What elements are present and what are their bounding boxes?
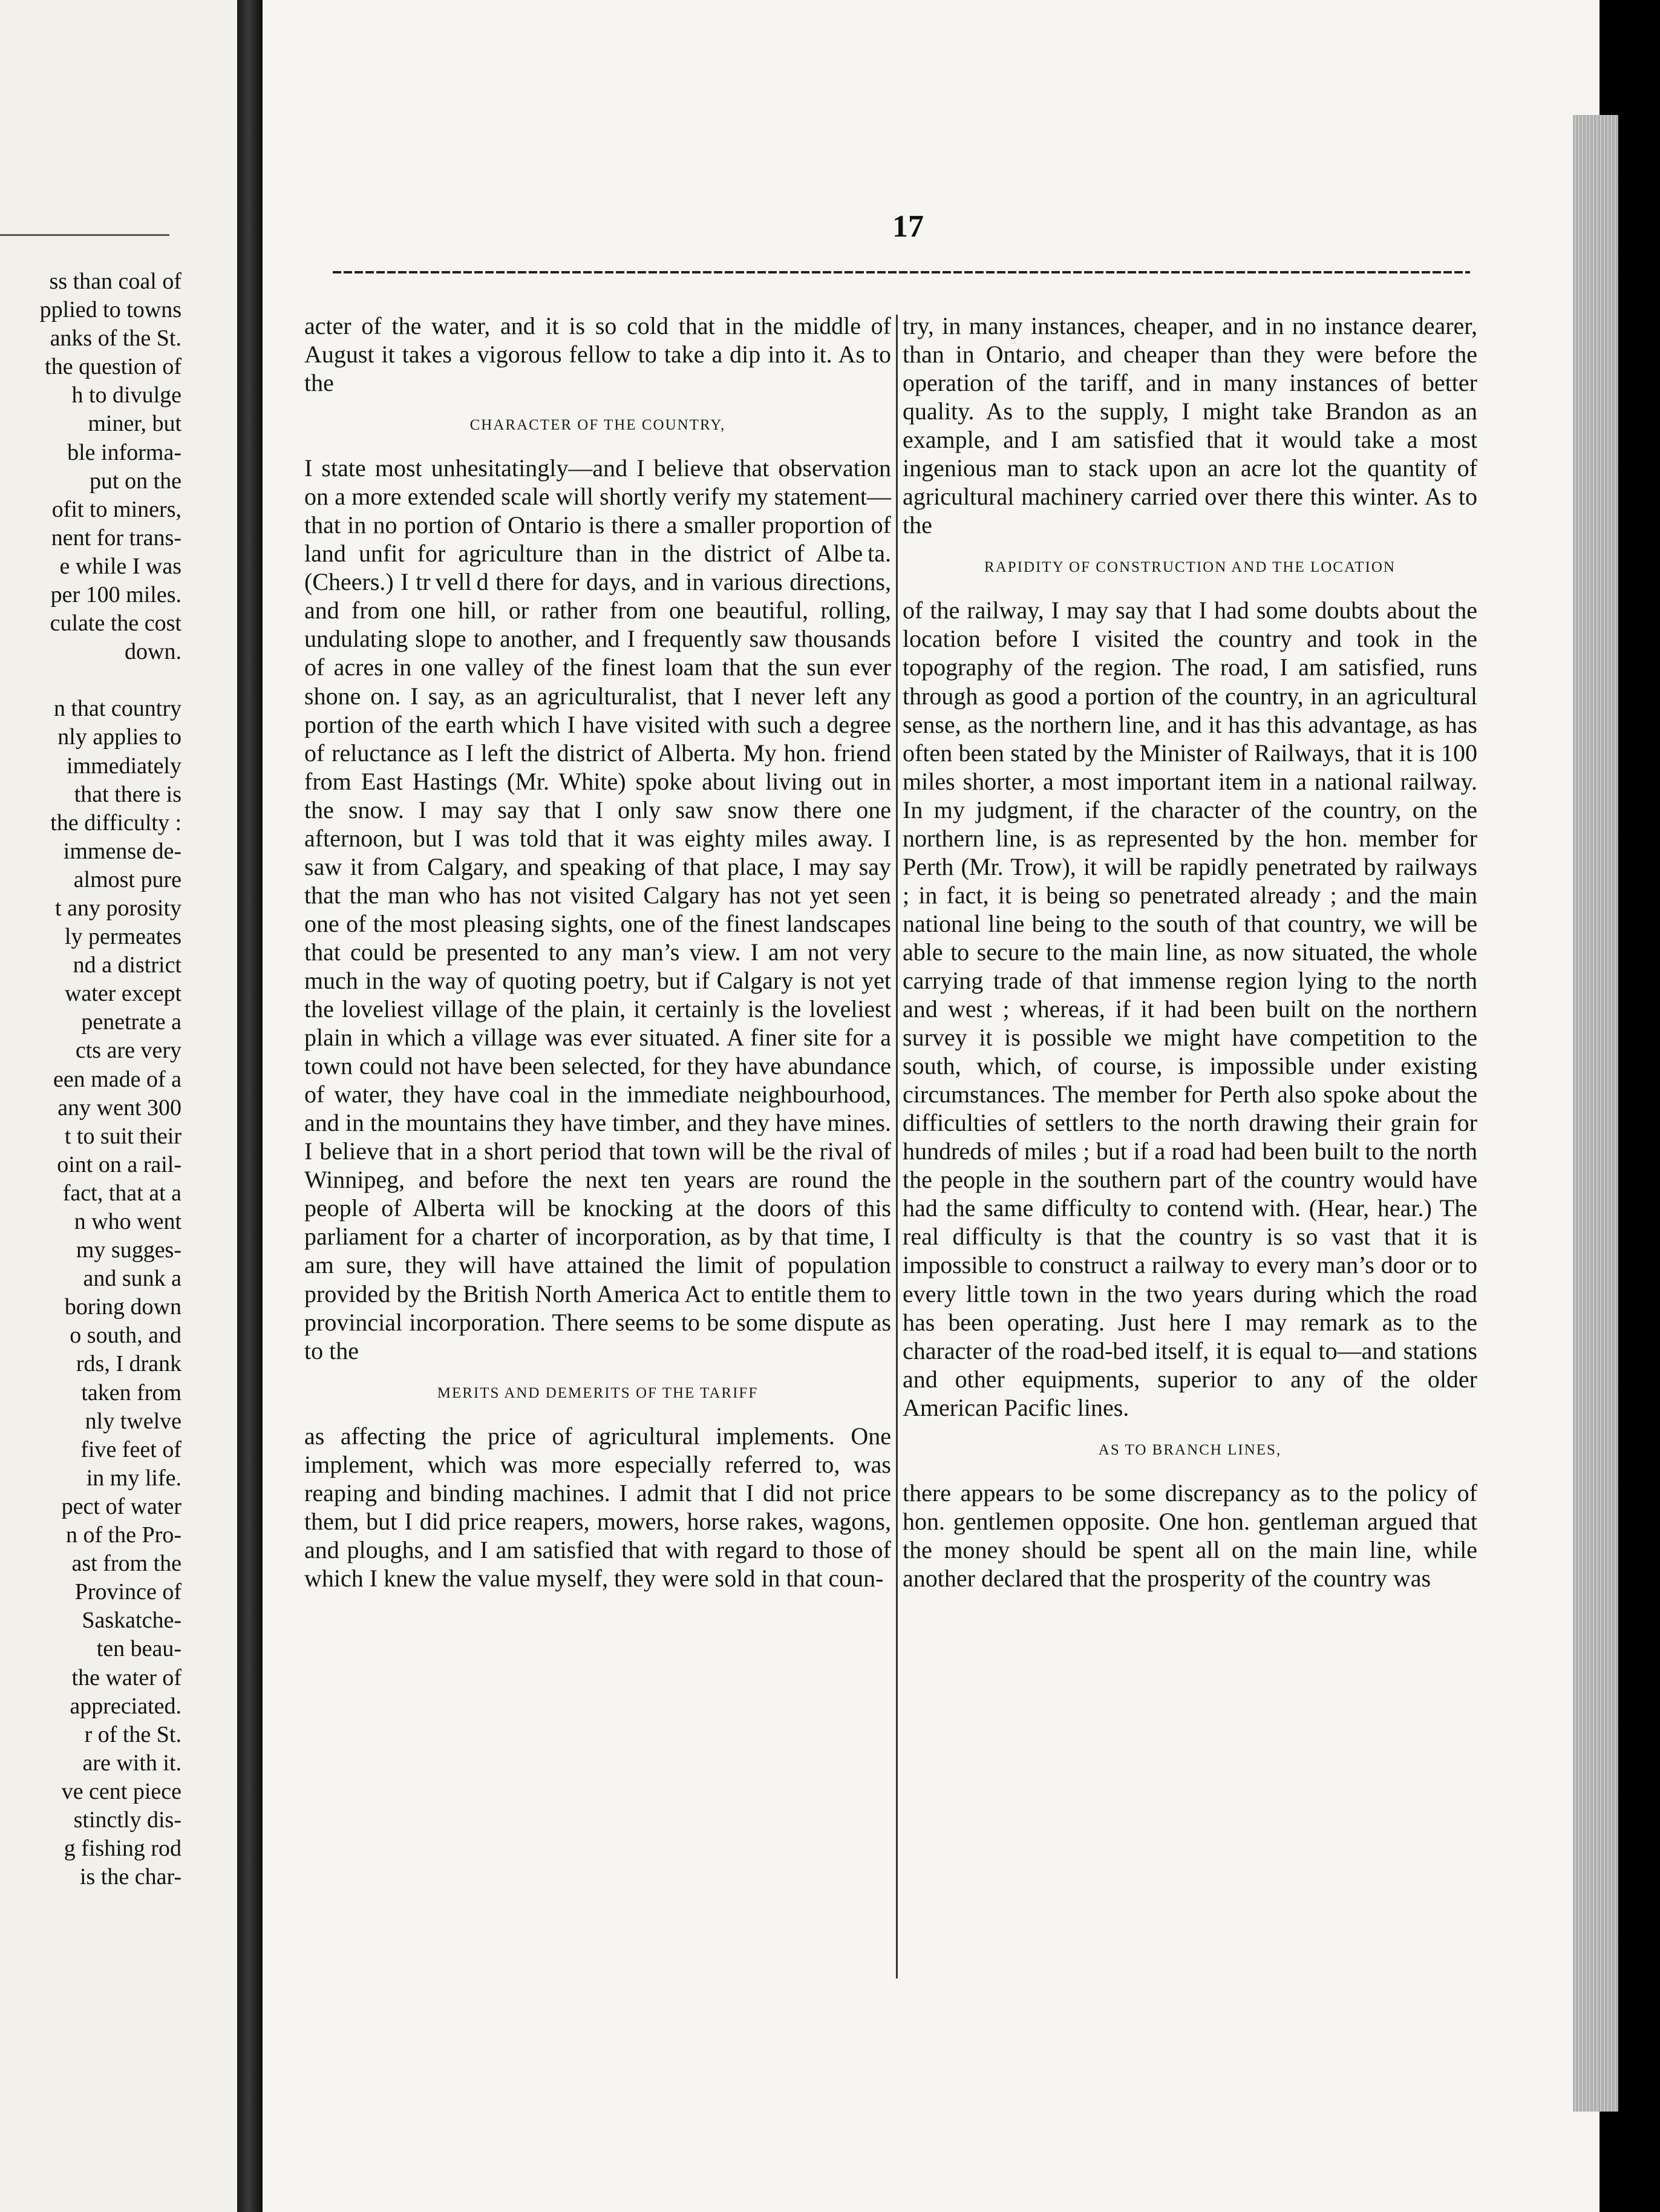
facing-page-line: ofit to miners, <box>51 496 181 522</box>
section-heading: CHARACTER OF THE COUNTRY, <box>469 417 726 434</box>
facing-page-line: down. <box>125 639 181 665</box>
facing-page-line: Province of <box>74 1579 181 1605</box>
facing-page-rule <box>0 234 169 236</box>
facing-page-line: are with it. <box>82 1750 181 1776</box>
facing-page-line: culate the cost <box>50 610 181 636</box>
facing-page-line: that there is <box>74 781 181 807</box>
facing-page-line: t to suit their <box>64 1123 181 1149</box>
facing-page-line: the question of <box>45 354 181 380</box>
paragraph: there appears to be some discrepancy as to the policy of hon. gentlemen opposite. One hon. gentleman argued that the money should be spent all on the main line, while another declared that the prosperity of the country was <box>903 1479 1477 1592</box>
facing-page-line: miner, but <box>88 411 181 437</box>
column-divider <box>896 315 898 1978</box>
facing-page-line: taken from <box>81 1379 181 1405</box>
book-spine <box>237 0 263 2212</box>
paragraph: acter of the water, and it is so cold that in the middle of August it takes a vigorous fellow to take a dip into it. As to the <box>304 312 891 397</box>
facing-page-line: rds, I drank <box>76 1351 181 1377</box>
facing-page-line: cts are very <box>75 1038 181 1064</box>
paragraph: as affecting the price of agricultural implements. One implement, which was more especially referred to, was reaping and binding machines. I admit that I did not price them, but I did price reapers, mowers, horse rakes, wagons, and ploughs, and I am satisfied that with regard to those of which I knew the value myself, they were sold in that coun- <box>304 1422 891 1592</box>
facing-page-line: anks of the St. <box>50 326 181 352</box>
facing-page-text <box>0 267 181 1891</box>
facing-page-line: nly applies to <box>57 724 181 750</box>
facing-page-line: n that country <box>53 696 181 722</box>
page-edges <box>1573 115 1618 2112</box>
facing-page-line: oint on a rail- <box>57 1151 181 1177</box>
section-heading: MERITS AND DEMERITS OF THE TARIFF <box>437 1384 759 1401</box>
facing-page-line: ast from the <box>71 1551 181 1577</box>
facing-page-line: appreciated. <box>70 1693 181 1719</box>
facing-page-line: t any porosity <box>55 895 181 921</box>
facing-page-line: any went 300 <box>57 1095 181 1121</box>
facing-page-line: e while I was <box>59 553 181 579</box>
facing-page-line: the water of <box>71 1664 181 1690</box>
page-number: 17 <box>892 209 924 244</box>
facing-page-line: een made of a <box>53 1066 181 1092</box>
facing-page-line: almost pure <box>73 866 181 892</box>
facing-page-line: ten beau- <box>96 1636 181 1662</box>
facing-page-line: my sugges- <box>76 1237 181 1263</box>
facing-page-line: per 100 miles. <box>50 582 181 608</box>
facing-page-line: Saskatche- <box>82 1608 181 1634</box>
facing-page-line: nent for trans- <box>51 525 181 551</box>
paragraph: try, in many instances, cheaper, and in no instance dearer, than in Ontario, and cheaper than they were before the operation of the tariff, and in many instances of better quality. As to the supply, I might take Brandon as an example, and I am satisfied that it would take a most ingenious man to stack upon an acre lot the quantity of agricultural machinery carried over there this winter. As to the <box>903 312 1477 539</box>
facing-page <box>0 0 237 2212</box>
facing-page-line: ss than coal of <box>49 269 181 294</box>
facing-page-line: put on the <box>90 468 181 494</box>
column-left <box>304 312 891 1592</box>
facing-page-line: n who went <box>74 1209 181 1234</box>
facing-page-line: h to divulge <box>71 382 181 408</box>
section-heading: RAPIDITY OF CONSTRUCTION AND THE LOCATION <box>984 559 1396 576</box>
facing-page-line: and sunk a <box>83 1266 181 1292</box>
facing-page-line: pect of water <box>61 1493 181 1519</box>
facing-page-line: is the char- <box>79 1864 181 1890</box>
facing-page-line: fact, that at a <box>62 1180 181 1206</box>
facing-page-line: immediately <box>67 753 181 779</box>
facing-page-line: r of the St. <box>84 1721 181 1747</box>
paragraph: of the railway, I may say that I had some doubts about the location before I visited the country and took in the topography of the region. The road, I am satisfied, runs through as good a portion of the country, in an agricultural sense, as the northern line, and it has this advantage, as has often been stated by the Minister of Railways, that it is 100 miles shorter, a most important item in a national railway. In my judgment, if the character of the country, on the northern line, is as represented by the hon. member for Perth (Mr. Trow), it will be rapidly penetrated by railways ; in fact, it is being so penetrated already ; and the main national line being to the south of that country, we will be able to secure to the main line, as now situated, the whole carrying trade of that immense region lying to the north and west ; whereas, if it had been built on the northern survey it is possible we might have competition to the south, which, of course, is impossible under existing circumstances. The member for Perth also spoke about the difficulties of settlers to the north drawing their grain for hundreds of miles ; but if a road had been built to the north the people in the southern part of the country would have had the same difficulty to contend with. (Hear, hear.) The real difficulty is that the country is so vast that it is impossible to construct a railway to every man’s door or to every little town in the two years during which the road has been operating. Just here I may remark as to the character of the road-bed itself, it is equal to—and stations and other equipments, superior to any of the older American Pacific lines. <box>903 597 1477 1421</box>
facing-page-line: ly permeates <box>64 924 181 950</box>
section-heading: AS TO BRANCH LINES, <box>1098 1441 1282 1458</box>
facing-page-line: g fishing rod <box>64 1836 181 1862</box>
facing-page-gap <box>0 666 181 695</box>
facing-page-line: n of the Pro- <box>65 1522 181 1548</box>
facing-page-line: boring down <box>64 1294 181 1320</box>
facing-page-line: penetrate a <box>81 1009 181 1035</box>
facing-page-line: water except <box>64 981 181 1007</box>
facing-page-line: immense de- <box>63 838 181 864</box>
facing-page-line: ve cent piece <box>61 1778 181 1804</box>
column-right <box>903 312 1477 1592</box>
facing-page-line: ble informa- <box>67 439 181 465</box>
facing-page-line: five feet of <box>80 1436 181 1462</box>
facing-page-line: nd a district <box>73 952 181 978</box>
facing-page-line: the difficulty : <box>50 810 181 836</box>
header-rule <box>333 271 1470 273</box>
paragraph: I state most unhesitatingly—and I believe that observation on a more extended scale will shortly verify my statement—that in no portion of Ontario is there a smaller proportion of land unfit for agriculture than in the district of Albe ta. (Cheers.) I tr vell d there for days, and in various directions, and from one hill, or rather from one beautiful, rolling, undulating slope to another, and I frequently saw thousands of acres in one valley of the finest loam that the sun ever shone on. I say, as an agriculturalist, that I never left any portion of the earth which I have visited with such a degree of reluctance as I left the district of Alberta. My hon. friend from East Hastings (Mr. White) spoke about living out in the snow. I may say that I only saw snow there one afternoon, but I was told that it was eighty miles away. I saw it from Calgary, and speaking of that place, I may say that the man who has not visited Calgary has not yet seen one of the most pleasing sights, one of the finest landscapes that could be presented to any man’s view. I am not very much in the way of quoting poetry, but if Calgary is not yet the loveliest village of the plain, it certainly is the loveliest plain in which a village was ever situated. A finer site for a town could not have been selected, for they have abundance of water, they have coal in the immediate neighbourhood, and in the mountains they have timber, and they have mines. I believe that in a short period that town will be the rival of Winnipeg, and before the next ten years are round the people of Alberta will be knocking at the doors of this parliament for a charter of incorporation, as by that time, I am sure, they will have attained the limit of population provided by the British North America Act to entitle them to provincial incorporation. There seems to be some dispute as to the <box>304 454 891 1364</box>
facing-page-line: in my life. <box>86 1465 181 1491</box>
facing-page-line: pplied to towns <box>39 297 181 323</box>
facing-page-line: o south, and <box>70 1323 181 1349</box>
facing-page-line: stinctly dis- <box>73 1807 181 1833</box>
facing-page-line: nly twelve <box>85 1408 181 1434</box>
